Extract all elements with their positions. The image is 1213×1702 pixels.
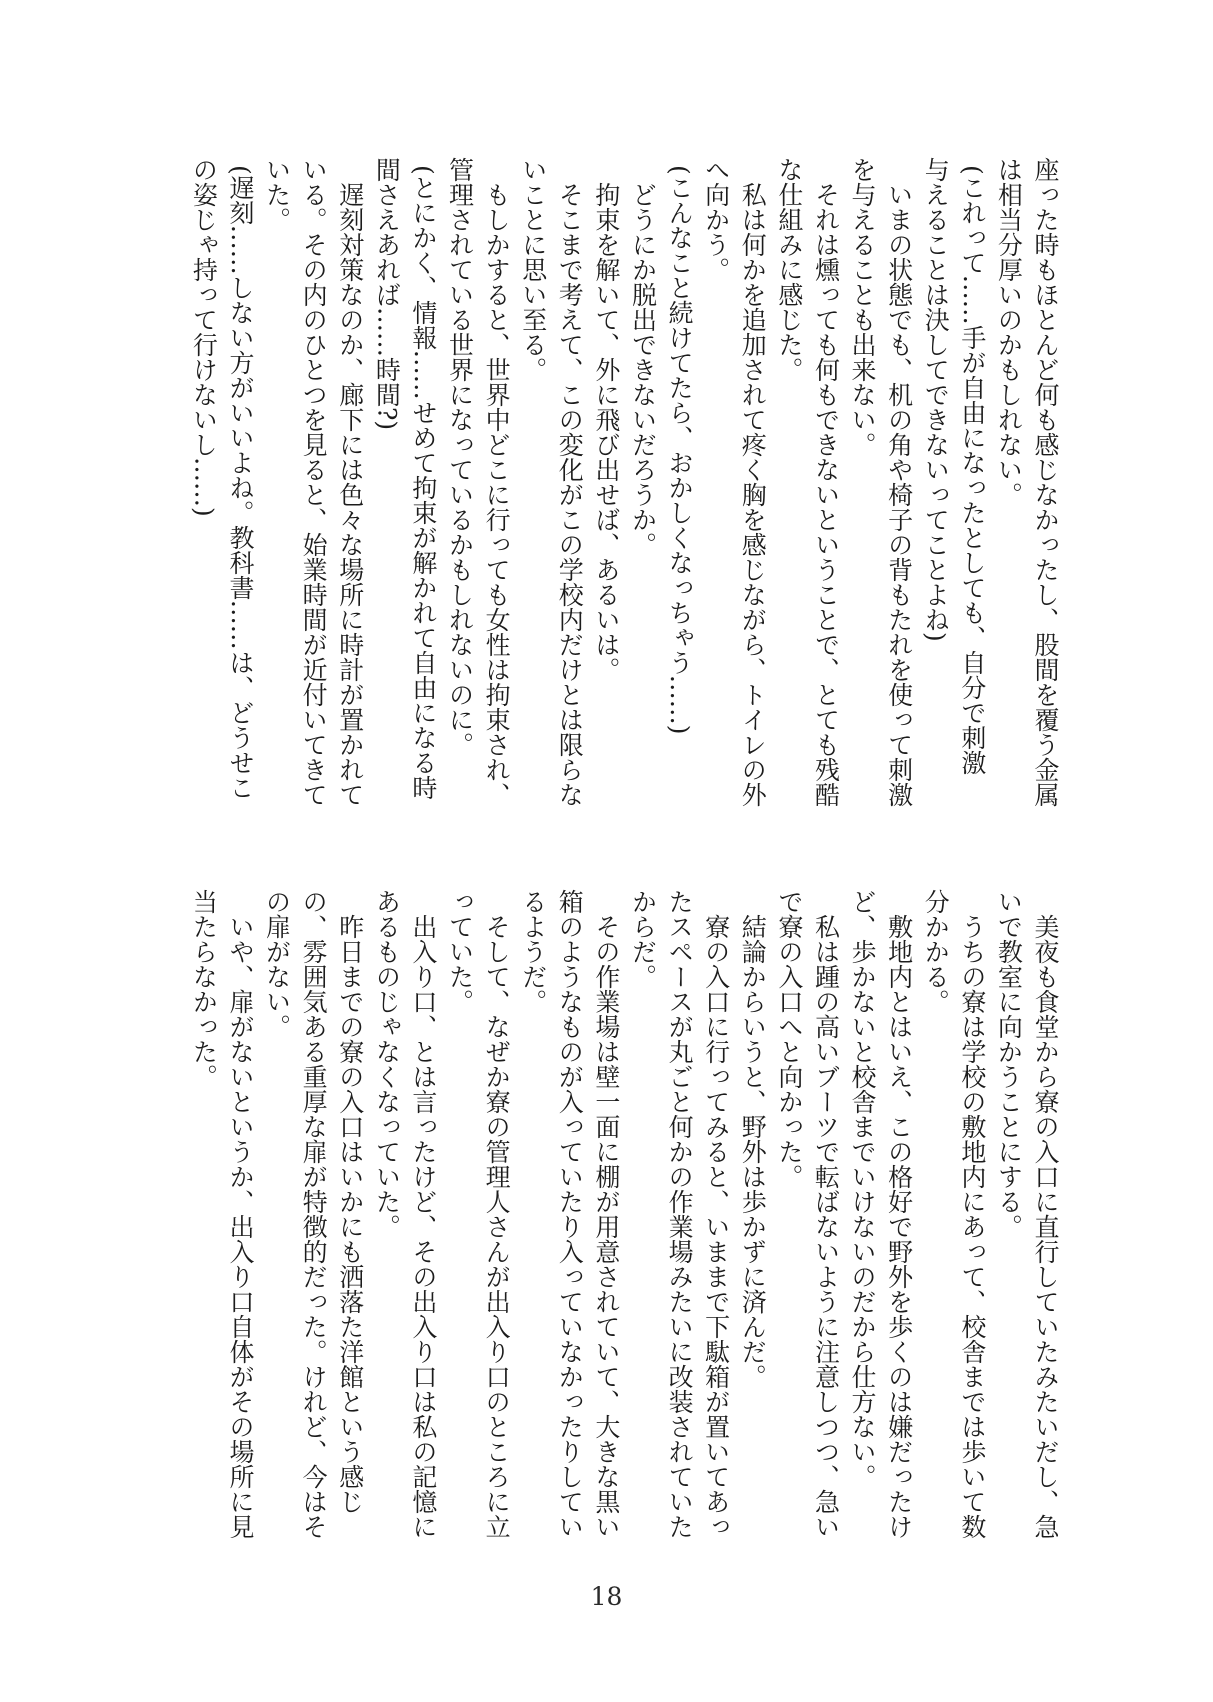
text-line: 分かかる。 — [921, 889, 951, 1014]
text-line: 座った時もほとんど何も感じなかったし、股間を覆う金属 — [1031, 157, 1060, 807]
text-line: 敷地内とはいえ、この格好で野外を歩くのは嫌だったけ — [884, 914, 914, 1539]
text-line: からだ。 — [628, 889, 658, 989]
main-text-top-block — [185, 157, 1063, 808]
text-line: いる。その内のひとつを見ると、始業時間が近付いてきて — [299, 157, 329, 807]
text-line: いた。 — [262, 157, 292, 232]
text-line: 昨日までの寮の入口はいかにも洒落た洋館という感じ — [335, 914, 365, 1514]
text-line: もしかすると、世界中どこに行っても女性は拘束され、 — [482, 182, 512, 807]
text-line: 結論からいうと、野外は歩かずに済んだ。 — [738, 914, 768, 1389]
text-line: その作業場は壁一面に棚が用意されていて、大きな黒い — [591, 914, 621, 1539]
text-line: 私は何かを追加されて疼く胸を感じながら、トイレの外 — [738, 182, 768, 807]
text-line: (こんなこと続けてたら、おかしくなっちゃう……) — [665, 165, 695, 735]
text-line: 管理されている世界になっているかもしれないのに。 — [445, 157, 475, 757]
text-line: へ向かう。 — [701, 157, 731, 282]
text-line: の姿じゃ持って行けないし……) — [189, 157, 219, 517]
text-line: っていた。 — [445, 889, 475, 1014]
text-line: の扉がない。 — [262, 889, 292, 1039]
text-line: で寮の入口へと向かった。 — [774, 889, 804, 1189]
text-line: 拘束を解いて、外に飛び出せば、あるいは。 — [591, 182, 621, 682]
text-line: 遅刻対策なのか、廊下には色々な場所に時計が置かれて — [335, 182, 365, 807]
text-line: 寮の入口に行ってみると、いままで下駄箱が置いてあっ — [701, 914, 731, 1539]
text-line: そこまで考えて、この変化がこの学校内だけとは限らな — [555, 182, 585, 807]
main-text-bottom-block — [185, 889, 1063, 1540]
text-line: を与えることも出来ない。 — [848, 157, 878, 457]
text-line: そして、なぜか寮の管理人さんが出入り口のところに立 — [482, 914, 512, 1539]
text-line: は相当分厚いのかもしれない。 — [994, 157, 1024, 507]
text-line: たスペースが丸ごと何かの作業場みたいに改装されていた — [665, 889, 695, 1539]
text-line: るようだ。 — [518, 889, 548, 1014]
text-line: 箱のようなものが入っていたり入っていなかったりしてい — [555, 889, 585, 1539]
text-line: それは燻っても何もできないということで、とても残酷 — [811, 182, 841, 807]
text-line: 私は踵の高いブーツで転ばないように注意しつつ、急い — [811, 914, 841, 1539]
text-line: 当たらなかった。 — [189, 889, 219, 1089]
text-line: いまの状態でも、机の角や椅子の背もたれを使って刺激 — [884, 182, 914, 807]
text-line: うちの寮は学校の敷地内にあって、校舎までは歩いて数 — [957, 914, 987, 1539]
text-line: あるものじゃなくなっていた。 — [372, 889, 402, 1239]
text-line: 間さえあれば……時間?) — [372, 157, 402, 431]
text-line: 与えることは決してできないってことよね) — [921, 157, 951, 642]
text-line: 美夜も食堂から寮の入口に直行していたみたいだし、急 — [1031, 914, 1060, 1539]
text-line: の、雰囲気ある重厚な扉が特徴的だった。けれど、今はそ — [299, 889, 329, 1539]
text-line: な仕組みに感じた。 — [774, 157, 804, 382]
text-line: いで教室に向かうことにする。 — [994, 889, 1024, 1239]
text-line: いことに思い至る。 — [518, 157, 548, 382]
text-line: (これって……手が自由になったとしても、自分で刺激 — [957, 165, 987, 775]
text-line: いや、扉がないというか、出入り口自体がその場所に見 — [225, 914, 255, 1539]
text-line: (とにかく、情報……せめて拘束が解かれて自由になる時 — [408, 165, 438, 800]
text-line: (遅刻……しない方がいいよね。教科書……は、どうせこ — [225, 165, 255, 800]
page-number: 18 — [590, 1582, 623, 1611]
text-line: ど、歩かないと校舎までいけないのだから仕方ない。 — [848, 889, 878, 1489]
text-line: どうにか脱出できないだろうか。 — [628, 182, 658, 557]
text-line: 出入り口、とは言ったけど、その出入り口は私の記憶に — [408, 914, 438, 1539]
